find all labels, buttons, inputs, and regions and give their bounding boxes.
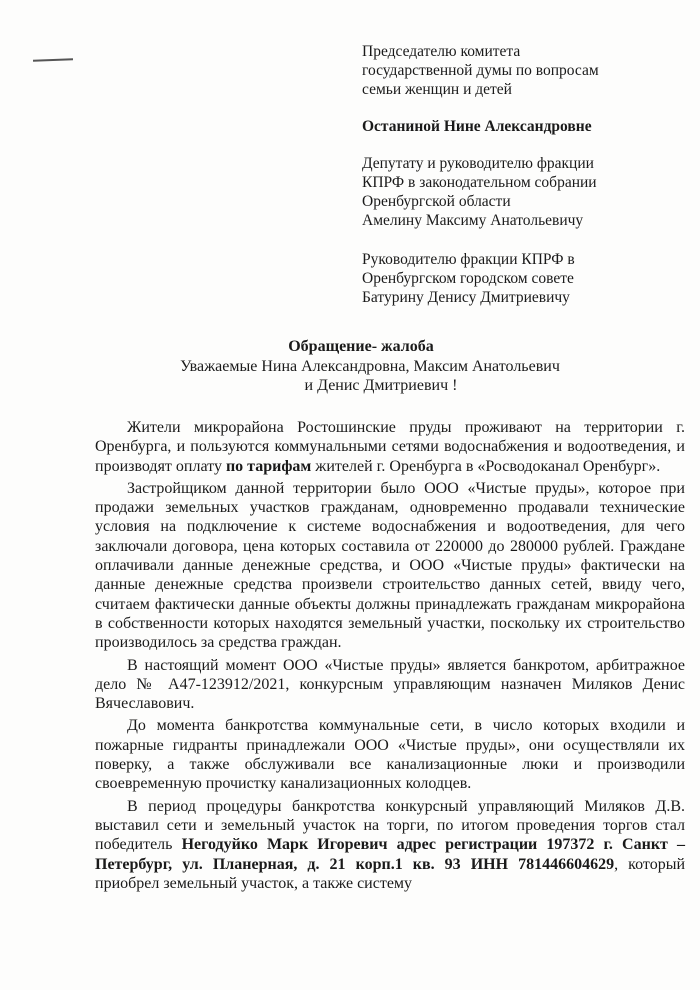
- document-body: [95, 418, 685, 896]
- paragraph: [95, 418, 685, 476]
- paragraph: [95, 797, 685, 893]
- paragraph: В настоящий момент ООО «Чистые пруды» является банкротом, арбитражное дело № А47-123912/2021, конкурсным управляющим назначен Миляков Денис Вячеславович.: [95, 656, 685, 713]
- addressee-line: Руководителю фракции КПРФ в: [362, 251, 575, 268]
- addressee-line: Оренбургском городском совете: [362, 270, 574, 287]
- addressee-name: Останиной Нине Александровне: [362, 118, 592, 135]
- document-title: Обращение- жалоба: [288, 338, 434, 355]
- addressee-line: Оренбургской области: [362, 193, 511, 210]
- addressee-line: Амелину Максиму Анатольевичу: [362, 212, 584, 229]
- paragraph: Застройщиком данной территории было ООО «Чистые пруды», которое при продажи земельных участков гражданам, одновременно продавали технические условия на подключение к системе водоснабжения и водоотведения, для чего заключали договора, цена которых составила от 220000 до 280000 рублей. Граждане оплачивали данные денежные средства, и ООО «Чистые пруды» фактически на данные денежные средства произвели строительство данных сетей, ввиду чего, считаем фактически данные объекты должны принадлежать гражданам микрорайона в собственности которых находятся земельный участки, поскольку их строительство производилось за средства граждан.: [95, 479, 685, 652]
- addressee-line: семьи женщин и детей: [362, 81, 512, 98]
- paragraph-text: , который приобрел земельный участок, а также систему: [95, 855, 686, 892]
- paragraph-text: жителей г. Оренбурга в «Росводоканал Оренбург».: [311, 457, 661, 475]
- pen-mark: [33, 58, 73, 61]
- paragraph-text: В период процедуры банкротства конкурсный управляющий Миляков Д.В. выставил сети и земельный участок на торги, по итогом проведения торгов стал победитель: [95, 797, 685, 854]
- greeting-line: Уважаемые Нина Александровна, Максим Анатольевич: [180, 358, 560, 375]
- addressee-line: Председателю комитета: [362, 43, 521, 60]
- paragraph-text: Жители микрорайона Ростошинские пруды проживают на территории г. Оренбурга, и пользуются коммунальными сетями водоснабжения и водоотведения, и производят оплату: [95, 419, 685, 475]
- addressee-line: КПРФ в законодательном собрании: [362, 174, 597, 191]
- paragraph-emphasis: по тарифам: [225, 457, 312, 475]
- greeting-line: и Денис Дмитриевич !: [304, 377, 458, 394]
- paragraph: До момента банкротства коммунальные сети, в число которых входили и пожарные гидранты принадлежали ООО «Чистые пруды», они осуществляли их поверку, а также обслуживали все канализационные люки и производили своевременную прочистку канализационных колодцев.: [95, 717, 685, 793]
- addressee-line: государственной думы по вопросам: [362, 62, 599, 79]
- addressee-block: [362, 42, 692, 307]
- addressee-line: Депутату и руководителю фракции: [362, 155, 594, 172]
- addressee-line: Батурину Денису Дмитриевичу: [362, 289, 570, 306]
- paragraph-emphasis: Негодуйко Марк Игоревич адрес регистрации 197372 г. Санкт –Петербург, ул. Планерная, д. 21 корп.1 кв. 93 ИНН 781446604629: [95, 836, 685, 873]
